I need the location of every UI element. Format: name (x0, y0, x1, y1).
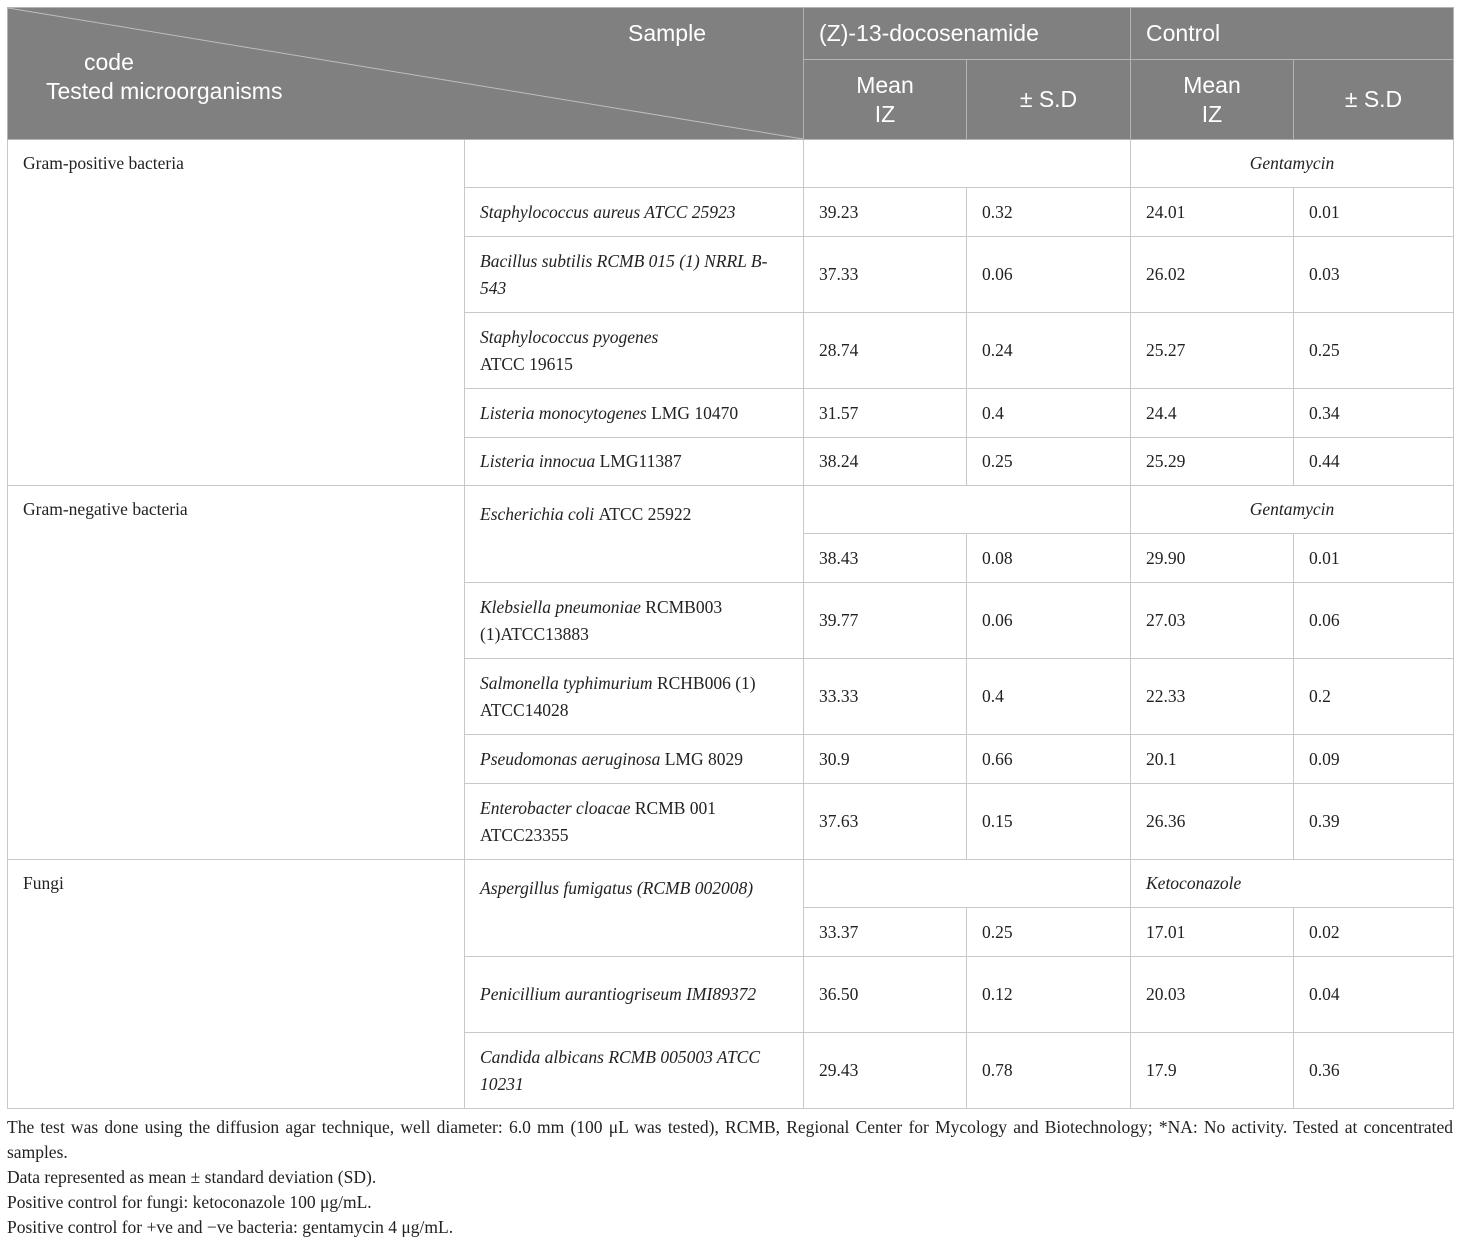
sd-value: 0.4 (967, 659, 1131, 735)
compound-header: (Z)-13-docosenamide (804, 8, 1131, 60)
group-label: Fungi (8, 860, 465, 1109)
control-header: Control (1131, 8, 1454, 60)
control-sd-value: 0.44 (1294, 438, 1454, 486)
control-mean-value: 20.1 (1131, 735, 1294, 784)
sd-value: 0.12 (967, 957, 1131, 1033)
sd-value: 0.25 (967, 908, 1131, 957)
mean-iz-value: 29.43 (804, 1033, 967, 1109)
mean-iz-value: 39.23 (804, 188, 967, 237)
control-mean-value: 26.02 (1131, 237, 1294, 313)
mean-iz-value: 31.57 (804, 389, 967, 438)
sd-value: 0.66 (967, 735, 1131, 784)
footnote-fungi-control: Positive control for fungi: ketoconazole 100 μg/mL. (7, 1192, 372, 1212)
group-label: Gram-negative bacteria (8, 486, 465, 860)
control-sd-value: 0.34 (1294, 389, 1454, 438)
sd-value: 0.06 (967, 583, 1131, 659)
mean-iz-value: 39.77 (804, 583, 967, 659)
table-header (8, 8, 1454, 140)
control-sd-value: 0.02 (1294, 908, 1454, 957)
mean-iz-value: 38.24 (804, 438, 967, 486)
footnote-data-representation: Data represented as mean ± standard deviation (SD). (7, 1167, 377, 1187)
control-mean-value: 25.29 (1131, 438, 1294, 486)
code-header: code (84, 49, 134, 75)
table-body (8, 140, 1454, 1109)
sd-value: 0.06 (967, 237, 1131, 313)
organism-name: Listeria monocytogenes LMG 10470 (465, 389, 804, 438)
control-mean-iz-header: Mean IZ (1131, 60, 1294, 140)
compound-empty-cell (804, 140, 1131, 188)
control-drug-label: Ketoconazole (1131, 860, 1454, 908)
mean-iz-value: 33.37 (804, 908, 967, 957)
control-mean-value: 17.9 (1131, 1033, 1294, 1109)
control-sd-value: 0.39 (1294, 784, 1454, 860)
organism-name: Staphylococcus aureus ATCC 25923 (465, 188, 804, 237)
mean-iz-value: 28.74 (804, 313, 967, 389)
organism-name: Listeria innocua LMG11387 (465, 438, 804, 486)
control-sd-value: 0.2 (1294, 659, 1454, 735)
sd-value: 0.08 (967, 534, 1131, 583)
group-row (8, 140, 1454, 188)
mean-iz-value: 37.33 (804, 237, 967, 313)
control-drug-label: Gentamycin (1131, 140, 1454, 188)
sd-value: 0.4 (967, 389, 1131, 438)
sd-value: 0.25 (967, 438, 1131, 486)
control-mean-value: 24.4 (1131, 389, 1294, 438)
compound-empty-cell (804, 486, 1131, 534)
mean-iz-value: 38.43 (804, 534, 967, 583)
results-table (7, 7, 1454, 1109)
control-sd-value: 0.03 (1294, 237, 1454, 313)
organism-name: Enterobacter cloacae RCMB 001 ATCC23355 (465, 784, 804, 860)
sd-value: 0.32 (967, 188, 1131, 237)
control-sd-value: 0.01 (1294, 534, 1454, 583)
control-mean-value: 27.03 (1131, 583, 1294, 659)
control-mean-value: 26.36 (1131, 784, 1294, 860)
control-sd-value: 0.04 (1294, 957, 1454, 1033)
compound-mean-iz-header: Mean IZ (804, 60, 967, 140)
control-mean-value: 20.03 (1131, 957, 1294, 1033)
corner-header-cell (8, 8, 804, 140)
sample-header: Sample (628, 20, 706, 46)
control-sd-value: 0.36 (1294, 1033, 1454, 1109)
table-footnotes (7, 1115, 1453, 1240)
organism-name: Escherichia coli ATCC 25922 (465, 486, 804, 583)
control-sd-value: 0.25 (1294, 313, 1454, 389)
control-mean-value: 24.01 (1131, 188, 1294, 237)
mean-iz-value: 33.33 (804, 659, 967, 735)
control-sd-header: ± S.D (1294, 60, 1454, 140)
control-mean-value: 29.90 (1131, 534, 1294, 583)
footnote-method: The test was done using the diffusion agar technique, well diameter: 6.0 mm (100 μL was tested), RCMB, Regional Center for Mycology and Biotechnology; *NA: No activity. Tested at concentrated samples. (7, 1117, 1453, 1162)
organism-name: Klebsiella pneumoniae RCMB003 (1)ATCC13883 (465, 583, 804, 659)
mean-iz-value: 36.50 (804, 957, 967, 1033)
control-mean-value: 17.01 (1131, 908, 1294, 957)
organism-name: Salmonella typhimurium RCHB006 (1) ATCC14028 (465, 659, 804, 735)
group-row (8, 486, 1454, 534)
group-row (8, 860, 1454, 908)
mean-iz-value: 30.9 (804, 735, 967, 784)
control-drug-label: Gentamycin (1131, 486, 1454, 534)
organism-name: Candida albicans RCMB 005003 ATCC 10231 (465, 1033, 804, 1109)
organism-name: Aspergillus fumigatus (RCMB 002008) (465, 860, 804, 957)
organism-name: Bacillus subtilis RCMB 015 (1) NRRL B-543 (465, 237, 804, 313)
sd-value: 0.15 (967, 784, 1131, 860)
mean-iz-value: 37.63 (804, 784, 967, 860)
compound-empty-cell (804, 860, 1131, 908)
control-mean-value: 25.27 (1131, 313, 1294, 389)
organism-name: Pseudomonas aeruginosa LMG 8029 (465, 735, 804, 784)
control-sd-value: 0.06 (1294, 583, 1454, 659)
sd-value: 0.78 (967, 1033, 1131, 1109)
compound-sd-header: ± S.D (967, 60, 1131, 140)
tested-microorganisms-header: Tested microorganisms (46, 78, 283, 104)
footnote-bacteria-control: Positive control for +ve and −ve bacteria: gentamycin 4 μg/mL. (7, 1217, 454, 1237)
organism-cell-empty (465, 140, 804, 188)
organism-name: Staphylococcus pyogenes ATCC 19615 (465, 313, 804, 389)
control-sd-value: 0.01 (1294, 188, 1454, 237)
sd-value: 0.24 (967, 313, 1131, 389)
organism-name: Penicillium aurantiogriseum IMI89372 (465, 957, 804, 1033)
group-label: Gram-positive bacteria (8, 140, 465, 486)
control-sd-value: 0.09 (1294, 735, 1454, 784)
control-mean-value: 22.33 (1131, 659, 1294, 735)
